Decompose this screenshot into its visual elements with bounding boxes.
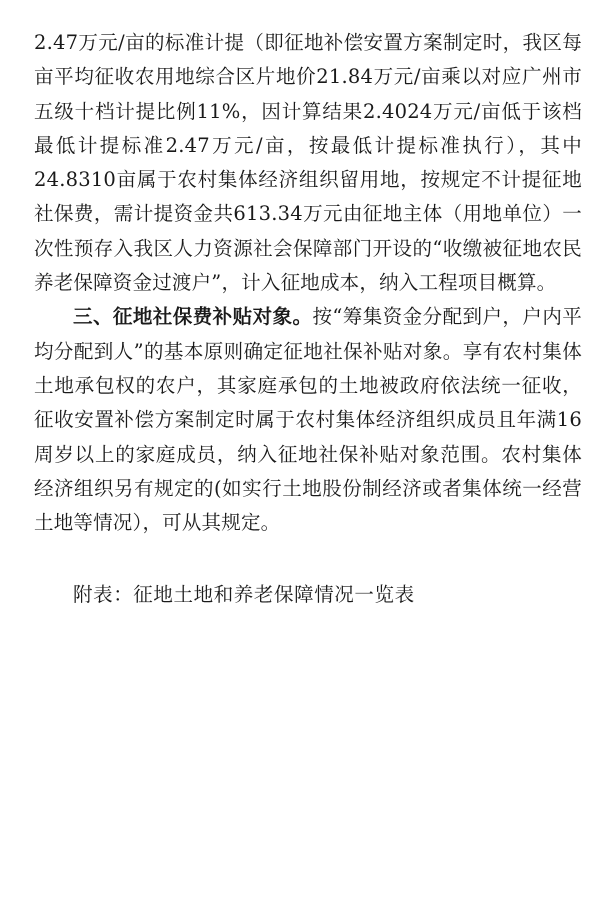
document-body [34, 26, 582, 540]
paragraph-land-compensation: 2.47万元/亩的标准计提（即征地补偿安置方案制定时，我区每亩平均征收农用地综合区片地价21.84万元/亩乘以对应广州市五级十档计提比例11%，因计算结果2.4024万元/亩低于该档最低计提标准2.47万元/亩，按最低计提标准执行），其中24.8310亩属于农村集体经济组织留用地，按规定不计提征地社保费，需计提资金共613.34万元由征地主体（用地单位）一次性预存入我区人力资源社会保障部门开设的“收缴被征地农民养老保障资金过渡户”，计入征地成本，纳入工程项目概算。 [34, 31, 582, 295]
attachment-note: 附表：征地土地和养老保障情况一览表 [73, 583, 415, 606]
section-3-body: 按“筹集资金分配到户，户内平均分配到人”的基本原则确定征地社保补贴对象。享有农村集体土地承包权的农户，其家庭承包的土地被政府依法统一征收，征收安置补偿方案制定时属于农村集体经济组织成员且年满16周岁以上的家庭成员，纳入征地社保补贴对象范围。农村集体经济组织另有规定的(如实行土地股份制经济或者集体统一经营土地等情况），可从其规定。 [34, 305, 582, 535]
section-3-title: 三、征地社保费补贴对象。 [73, 305, 313, 329]
paragraph-section-3 [34, 300, 582, 540]
